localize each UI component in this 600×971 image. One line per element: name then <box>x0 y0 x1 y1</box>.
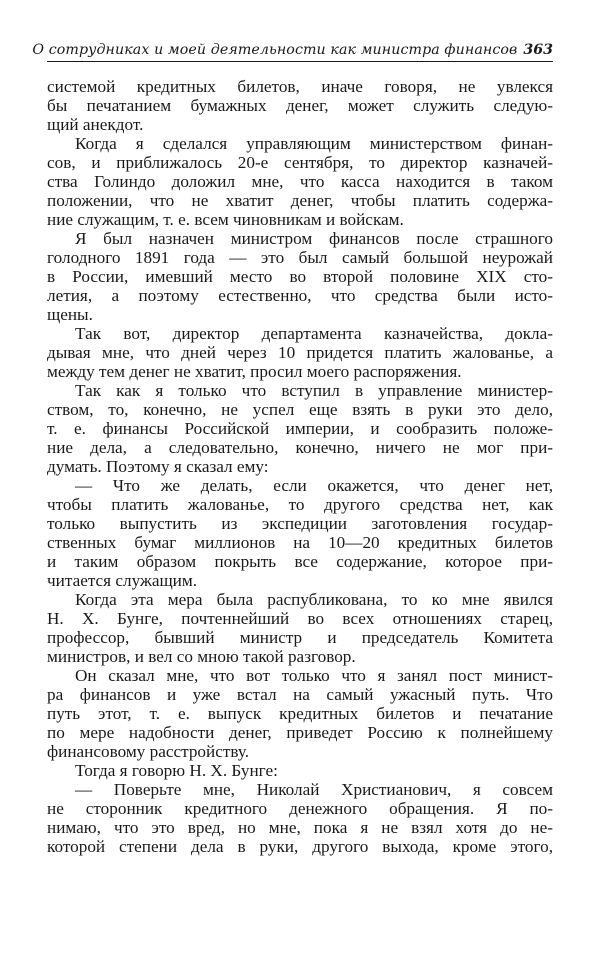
text-line: читается служащим. <box>47 571 198 590</box>
text-line: чтобы платить жалованье, то другого средства нет, как <box>47 495 553 514</box>
text-line: Н. Х. Бунге, почтеннейший во всех отношениях старец, <box>47 609 553 628</box>
text-line: Так как я только что вступил в управление министер- <box>75 381 553 400</box>
text-line: между тем денег не хватит, просил моего распоряжения. <box>47 362 462 381</box>
text-line: и таким образом покрыть все содержание, которое при- <box>47 552 553 571</box>
text-line: ства Голиндо доложил мне, что касса находится в таком <box>47 172 553 191</box>
text-line: не сторонник кредитного денежного обращения. Я по- <box>47 799 553 818</box>
text-line: бы печатанием бумажных денег, может служить следую- <box>47 96 553 115</box>
text-line: только выпустить из экспедиции заготовления государ- <box>47 514 553 533</box>
text-line: щий анекдот. <box>47 115 144 134</box>
text-line: голодного 1891 года — это был самый большой неурожай <box>47 248 553 267</box>
text-line: летия, а поэтому естественно, что средства были исто- <box>47 286 553 305</box>
text-line: путь этот, т. е. выпуск кредитных билетов и печатание <box>47 704 553 723</box>
text-line: Так вот, директор департамента казначейства, докла- <box>75 324 553 343</box>
text-line: положении, что не хватит денег, чтобы платить содержа- <box>47 191 553 210</box>
text-line: ством, то, конечно, не успел еще взять в руки это дело, <box>47 400 553 419</box>
text-line: Тогда я говорю Н. Х. Бунге: <box>75 761 278 780</box>
text-line: которой степени дела в руки, другого выхода, кроме этого, <box>47 837 553 856</box>
text-line: щены. <box>47 305 93 324</box>
text-line: ственных бумаг миллионов на 10—20 кредитных билетов <box>47 533 553 552</box>
text-line: сов, и приближалось 20-е сентября, то директор казначей- <box>47 153 553 172</box>
text-line: — Поверьте мне, Николай Христианович, я совсем <box>75 780 553 799</box>
text-line: системой кредитных билетов, иначе говоря, не увлекся <box>47 77 553 96</box>
text-line: финансовому расстройству. <box>47 742 250 761</box>
text-line: Когда эта мера была распубликована, то ко мне явился <box>75 590 553 609</box>
text-line: т. е. финансы Российской империи, и сообразить положе- <box>47 419 553 438</box>
running-head <box>32 40 553 62</box>
body-text <box>47 77 553 856</box>
text-line: Он сказал мне, что вот только что я занял пост минист- <box>75 666 553 685</box>
page-number: 363 <box>523 42 553 58</box>
text-line: профессор, бывший министр и председатель Комитета <box>47 628 553 647</box>
text-line: ние служащим, т. е. всем чиновникам и войскам. <box>47 210 404 229</box>
text-line: Когда я сделался управляющим министерством финан- <box>75 134 553 153</box>
text-line: думать. Поэтому я сказал ему: <box>47 457 269 476</box>
text-line: нимаю, что это вред, но мне, пока я не взял хотя до не- <box>47 818 553 837</box>
text-line: Я был назначен министром финансов после страшного <box>75 229 553 248</box>
text-line: министров, и вел со мною такой разговор. <box>47 647 356 666</box>
running-head-title: О сотрудниках и моей деятельности как министра финансов <box>32 42 518 58</box>
text-line: ра финансов и уже встал на самый ужасный путь. Что <box>47 685 553 704</box>
text-line: по мере надобности денег, приведет Россию к полнейшему <box>47 723 553 742</box>
text-line: дывая мне, что дней через 10 придется платить жалованье, а <box>47 343 553 362</box>
text-line: ние дела, а следовательно, конечно, ничего не мог при- <box>47 438 553 457</box>
text-line: — Что же делать, если окажется, что денег нет, <box>75 476 553 495</box>
text-line: в России, имевший место во второй половине XIX сто- <box>47 267 553 286</box>
